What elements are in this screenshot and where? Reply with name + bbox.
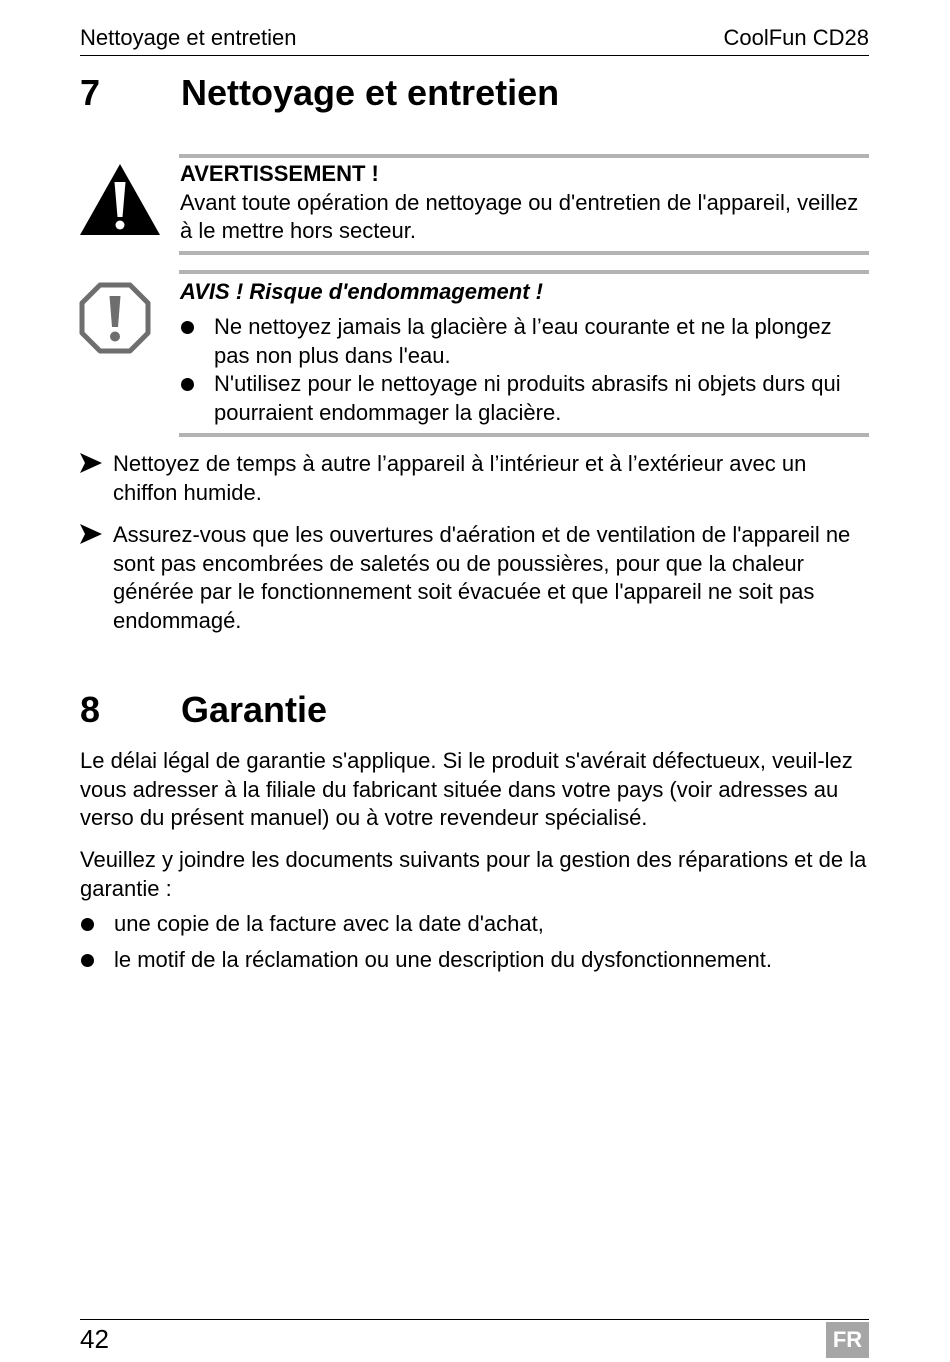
action-step	[80, 450, 869, 507]
notice-octagon-icon	[79, 282, 151, 354]
bullet-icon	[81, 954, 94, 967]
notice-top-rule	[179, 270, 869, 274]
list-item	[180, 313, 869, 370]
section-7-heading	[80, 71, 559, 115]
list-item	[80, 910, 869, 939]
warning-block	[180, 160, 869, 246]
header-divider	[80, 55, 869, 56]
notice-item-text: Ne nettoyez jamais la glacière à l’eau courante et ne la plongez pas non plus dans l'eau.	[214, 314, 832, 368]
action-step	[80, 521, 869, 635]
action-step-text: Nettoyez de temps à autre l’appareil à l’intérieur et à l’extérieur avec un chiffon humide.	[113, 451, 807, 505]
bullet-icon	[81, 918, 94, 931]
warranty-item-text: le motif de la réclamation ou une description du dysfonctionnement.	[114, 946, 772, 972]
warranty-item-text: une copie de la facture avec la date d'achat,	[114, 911, 544, 936]
arrow-icon	[80, 453, 102, 473]
warranty-documents-list	[80, 910, 869, 974]
list-item	[80, 946, 869, 975]
running-header-section: Nettoyage et entretien	[80, 25, 297, 50]
warning-text: Avant toute opération de nettoyage ou d'entretien de l'appareil, veillez à le mettre hors secteur.	[180, 189, 859, 243]
warning-triangle-icon	[80, 164, 160, 235]
notice-bottom-rule	[179, 433, 869, 437]
bullet-icon	[181, 378, 194, 391]
warning-top-rule	[179, 154, 869, 158]
section-8-number: 8	[80, 689, 101, 730]
warning-title: AVERTISSEMENT !	[180, 161, 379, 186]
notice-title-text: AVIS ! Risque d'endommagement !	[180, 279, 543, 304]
warranty-paragraph-1: Le délai légal de garantie s'applique. Si le produit s'avérait défectueux, veuil-lez vous adresser à la filiale du fabricant située dans votre pays (voir adresses au verso du présent manuel) ou à votre revendeur spécialisé.	[80, 748, 853, 830]
warning-bottom-rule	[179, 251, 869, 255]
action-step-text: Assurez-vous que les ouvertures d'aération et de ventilation de l'appareil ne sont pas encombrées de saletés ou de poussières, pour que la chaleur générée par le fonctionnement soit évacuée et que l'appareil ne soit pas endommagé.	[113, 522, 851, 633]
section-7-title: Nettoyage et entretien	[181, 72, 560, 113]
running-header-product: CoolFun CD28	[723, 25, 869, 50]
section-7-number: 7	[80, 72, 101, 113]
language-badge: FR	[826, 1322, 869, 1358]
notice-item-text: N'utilisez pour le nettoyage ni produits abrasifs ni objets durs qui pourraient endommager la glacière.	[214, 371, 841, 425]
section-8-heading	[80, 688, 327, 732]
notice-title	[180, 278, 869, 307]
page-number: 42	[80, 1324, 109, 1354]
section-8-title: Garantie	[181, 689, 328, 730]
footer-divider	[80, 1319, 869, 1320]
warranty-paragraph-2: Veuillez y joindre les documents suivants pour la gestion des réparations et de la garantie :	[80, 847, 867, 901]
arrow-icon	[80, 524, 102, 544]
notice-list	[180, 313, 869, 427]
list-item	[180, 370, 869, 427]
bullet-icon	[181, 321, 194, 334]
